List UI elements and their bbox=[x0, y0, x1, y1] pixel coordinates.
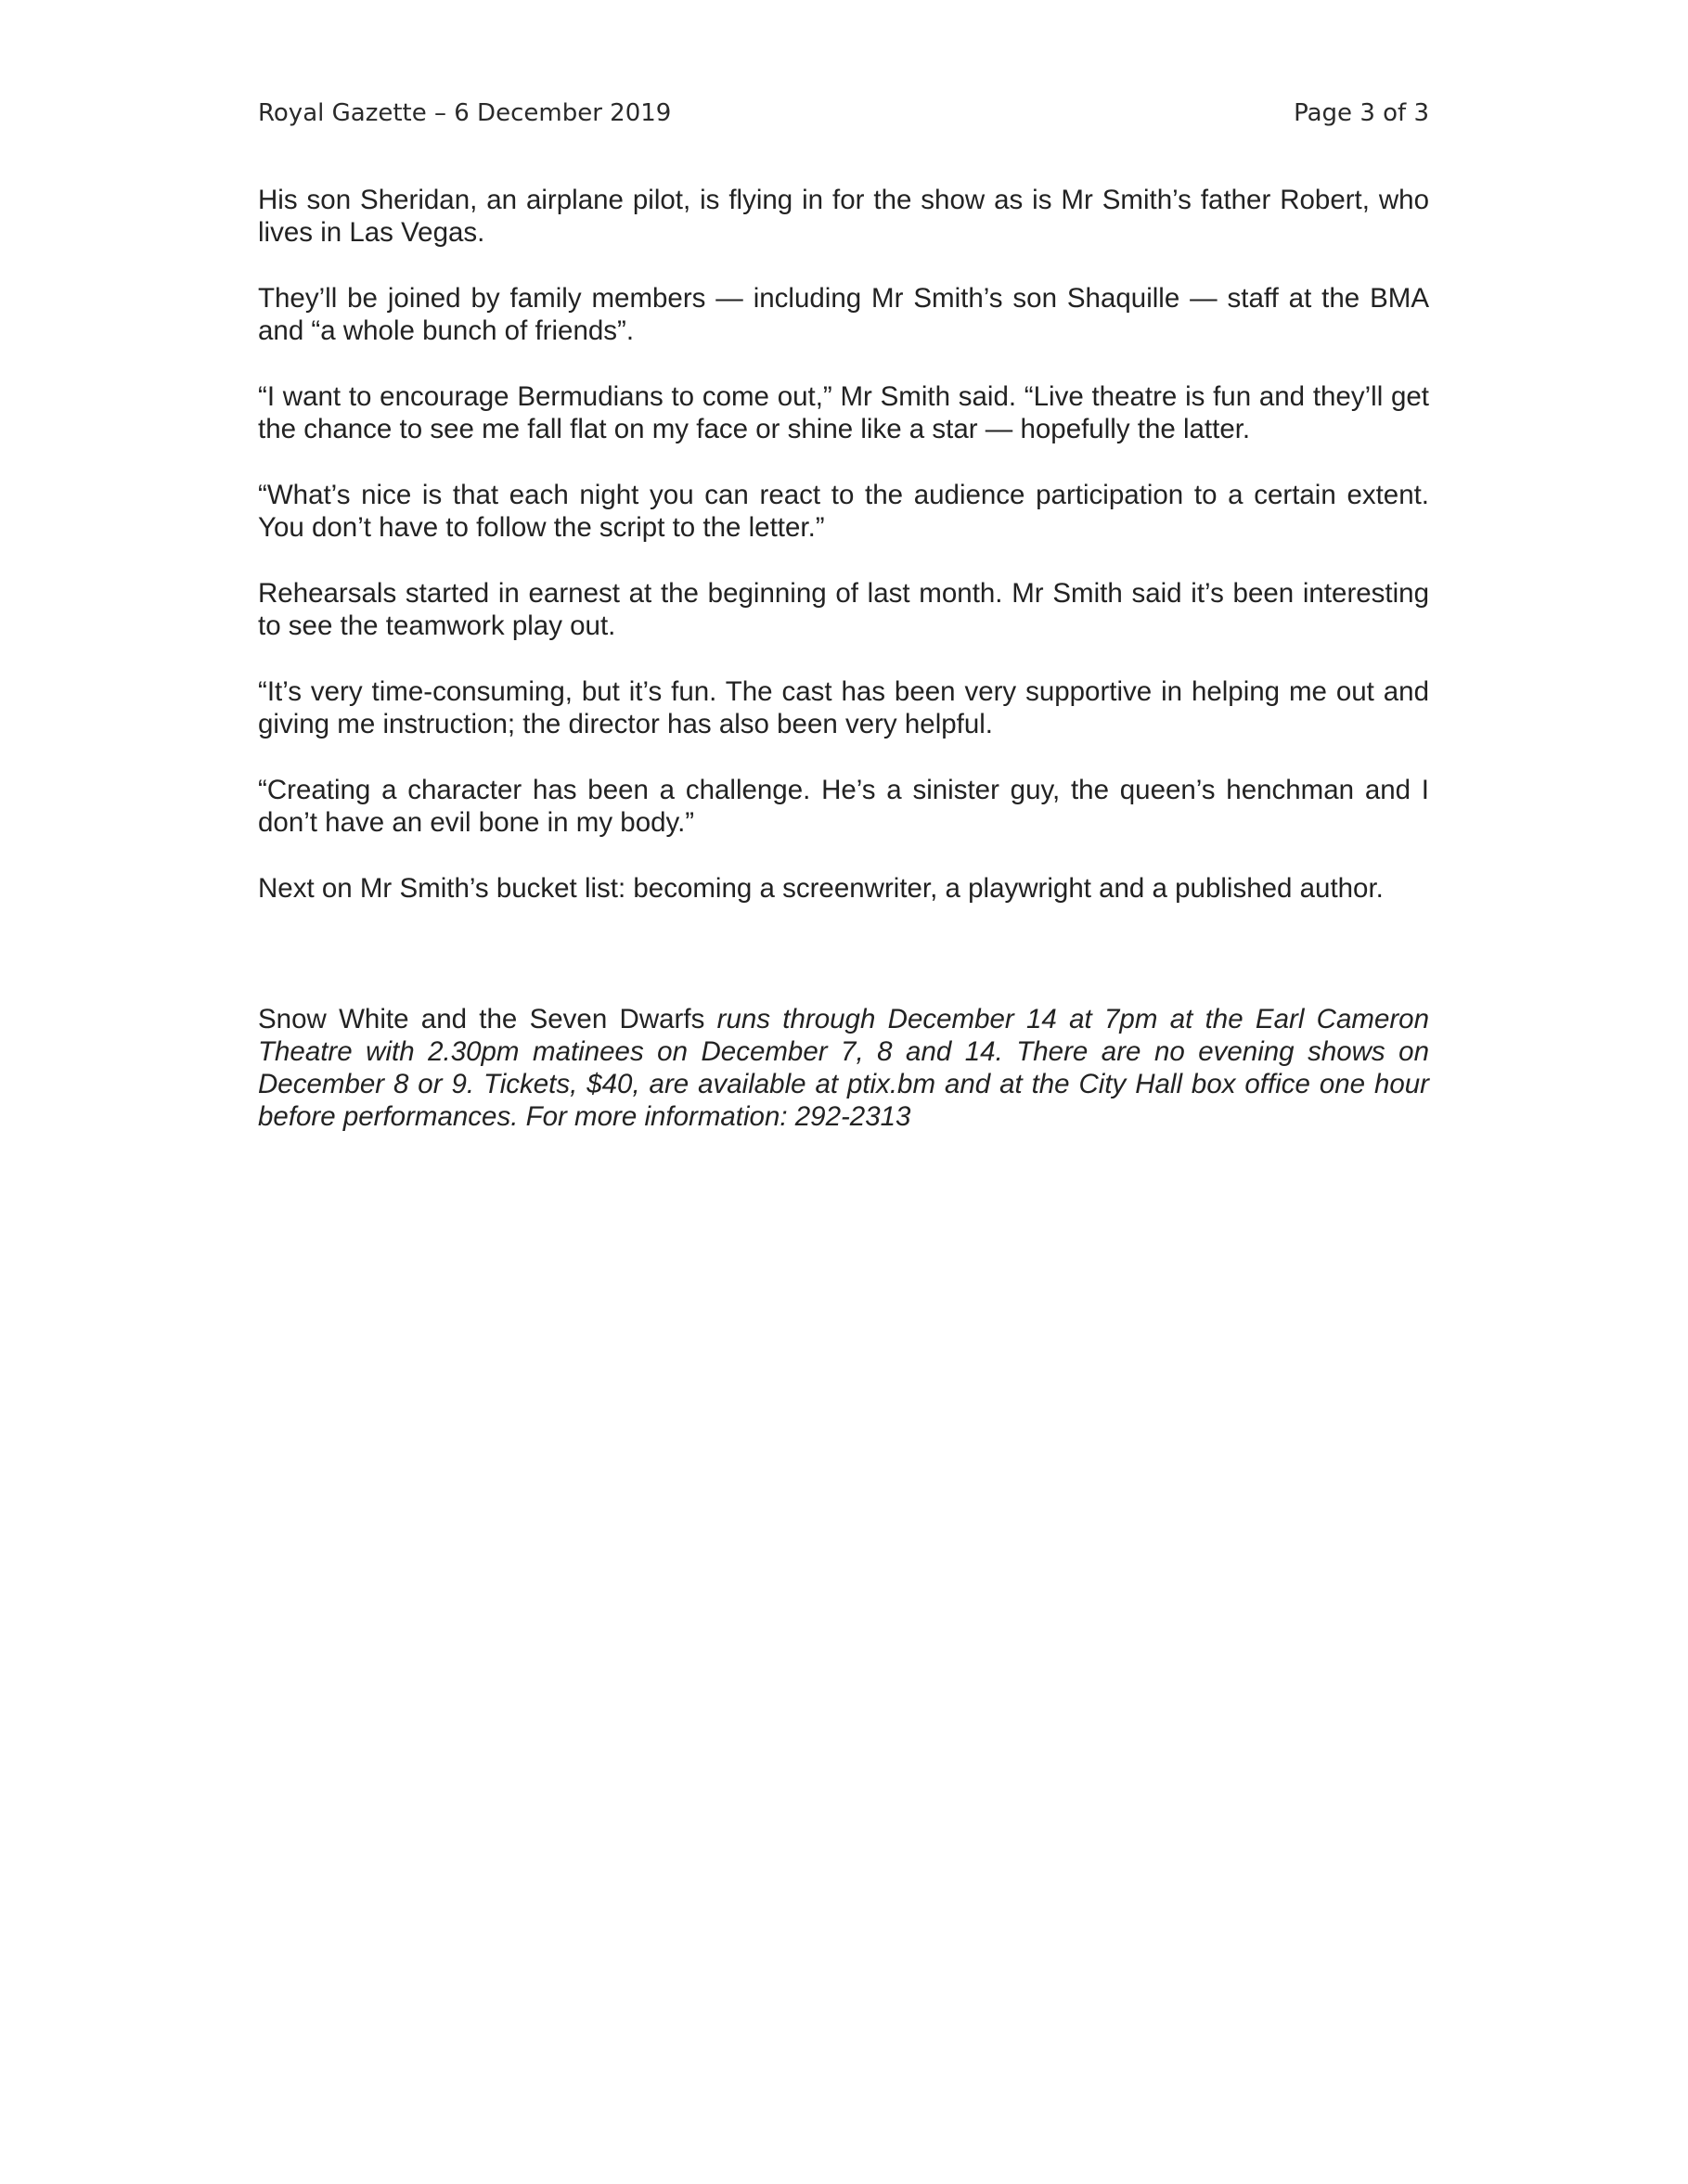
article-paragraph: They’ll be joined by family members — including Mr Smith’s son Shaquille — staff at the BMA and “a whole bunch of friends”. bbox=[258, 283, 1429, 346]
show-title: Snow White and the Seven Dwarfs bbox=[258, 1004, 705, 1034]
show-details: runs through December 14 at 7pm at the Earl Cameron Theatre with 2.30pm matinees on December 7, 8 and 14. There are no evening shows on December 8 or 9. Tickets, $40, are available at ptix.bm and at the City Hall box office one hour before performances. For more information: 292-2313 bbox=[258, 1004, 1429, 1132]
show-info-note bbox=[258, 1003, 1429, 1133]
article-paragraph: Rehearsals started in earnest at the beginning of last month. Mr Smith said it’s been interesting to see the teamwork play out. bbox=[258, 578, 1429, 641]
publication-date: Royal Gazette – 6 December 2019 bbox=[258, 99, 672, 127]
article-paragraph: Next on Mr Smith’s bucket list: becoming a screenwriter, a playwright and a published author. bbox=[258, 873, 1384, 904]
article-paragraph: “Creating a character has been a challenge. He’s a sinister guy, the queen’s henchman and I don’t have an evil bone in my body.” bbox=[258, 775, 1429, 838]
article-paragraph: “What’s nice is that each night you can react to the audience participation to a certain extent. You don’t have to follow the script to the letter.” bbox=[258, 480, 1429, 543]
page-header bbox=[258, 93, 1429, 134]
page-number: Page 3 of 3 bbox=[1294, 99, 1429, 127]
article-paragraph: “I want to encourage Bermudians to come out,” Mr Smith said. “Live theatre is fun and they’ll get the chance to see me fall flat on my face or shine like a star — hopefully the latter. bbox=[258, 381, 1429, 444]
article-paragraph: “It’s very time-consuming, but it’s fun. The cast has been very supportive in helping me out and giving me instruction; the director has also been very helpful. bbox=[258, 676, 1429, 739]
article-paragraph: His son Sheridan, an airplane pilot, is flying in for the show as is Mr Smith’s father Robert, who lives in Las Vegas. bbox=[258, 185, 1429, 248]
article-body bbox=[258, 184, 1429, 905]
